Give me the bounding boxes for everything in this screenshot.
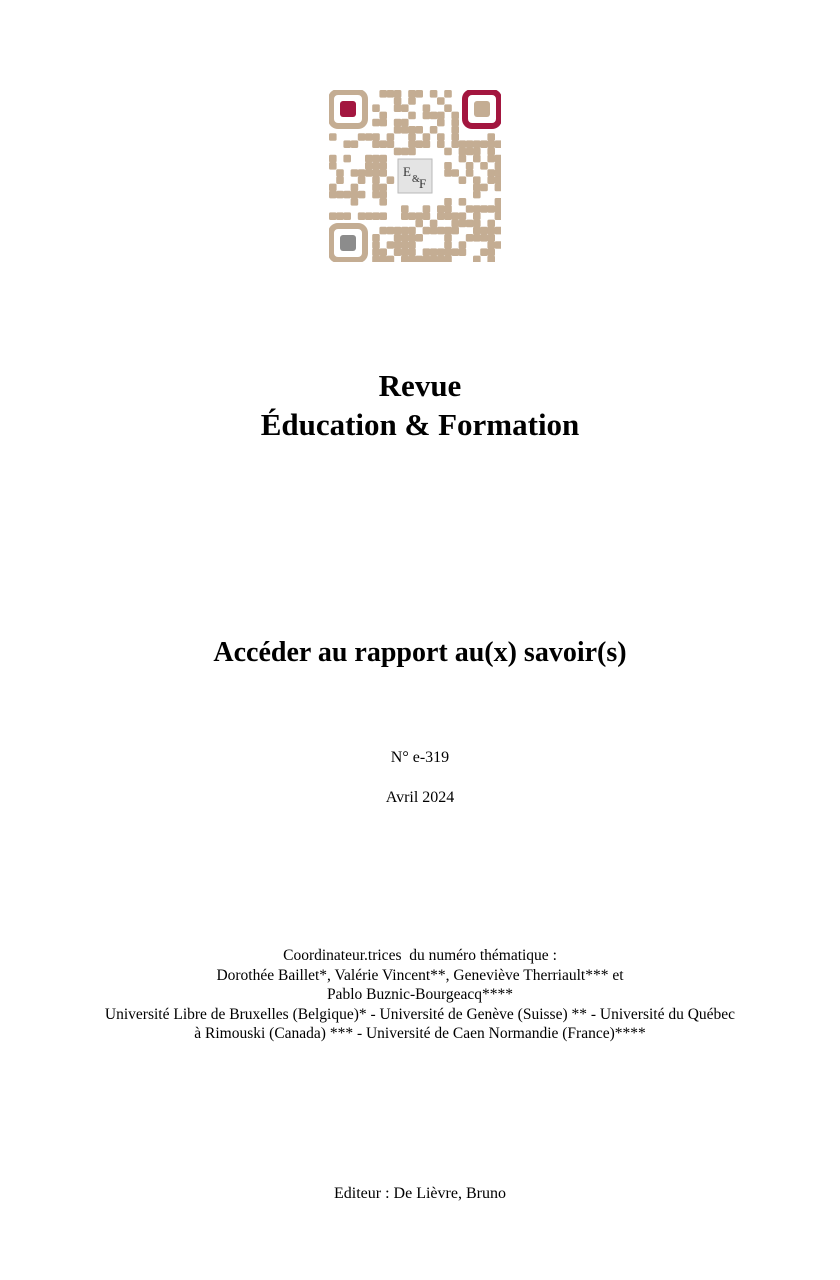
qr-module	[408, 97, 416, 105]
qr-module	[423, 227, 431, 235]
qr-module	[358, 212, 366, 220]
qr-module	[473, 191, 481, 199]
qr-module	[343, 212, 351, 220]
qr-module	[351, 169, 359, 177]
qr-module	[495, 155, 501, 163]
qr-module	[408, 133, 416, 141]
qr-module	[473, 148, 481, 156]
qr-module	[408, 241, 416, 249]
qr-module	[423, 205, 431, 213]
qr-module	[372, 256, 380, 262]
qr-module	[336, 191, 344, 199]
qr-module	[408, 212, 416, 220]
qr-module	[372, 241, 380, 249]
qr-module	[401, 256, 409, 262]
qr-module	[401, 205, 409, 213]
qr-module	[459, 148, 467, 156]
qr-module	[372, 234, 380, 242]
qr-module	[444, 248, 452, 256]
qr-module	[423, 212, 431, 220]
qr-module	[351, 184, 359, 192]
qr-module	[444, 169, 452, 177]
qr-module	[459, 212, 467, 220]
qr-module	[495, 241, 501, 249]
coordinators-block	[60, 946, 780, 1044]
qr-module	[487, 227, 495, 235]
qr-module	[379, 191, 387, 199]
qr-module	[415, 90, 423, 98]
qr-module	[437, 205, 445, 213]
qr-module	[430, 227, 438, 235]
qr-module	[408, 256, 416, 262]
qr-module	[430, 112, 438, 120]
qr-module	[437, 212, 445, 220]
qr-module	[459, 155, 467, 163]
qr-module	[336, 212, 344, 220]
qr-module	[466, 162, 474, 170]
qr-module	[401, 212, 409, 220]
monogram-ampersand: &	[412, 174, 420, 185]
qr-module	[466, 148, 474, 156]
qr-module	[473, 212, 481, 220]
qr-module	[444, 227, 452, 235]
qr-module	[495, 176, 501, 184]
qr-module	[379, 112, 387, 120]
qr-module	[473, 234, 481, 242]
qr-module	[495, 205, 501, 213]
qr-module	[351, 198, 359, 206]
qr-module	[329, 212, 337, 220]
qr-module	[394, 248, 402, 256]
qr-module	[423, 248, 431, 256]
qr-module	[473, 140, 481, 148]
qr-module	[372, 155, 380, 163]
issue-date: Avril 2024	[385, 789, 455, 806]
qr-module	[365, 155, 373, 163]
qr-module	[401, 148, 409, 156]
qr-module	[415, 212, 423, 220]
qr-module	[473, 220, 481, 228]
qr-module	[408, 227, 416, 235]
qr-module	[408, 126, 416, 134]
journal-title-line1: Revue	[378, 368, 462, 403]
qr-module	[408, 148, 416, 156]
qr-module	[451, 212, 459, 220]
qr-module	[358, 191, 366, 199]
qr-module	[336, 169, 344, 177]
qr-module	[379, 256, 387, 262]
qr-module	[444, 162, 452, 170]
qr-module	[444, 212, 452, 220]
qr-module	[444, 148, 452, 156]
qr-module	[379, 155, 387, 163]
qr-module	[459, 241, 467, 249]
qr-module	[343, 140, 351, 148]
qr-module	[430, 220, 438, 228]
qr-module	[437, 256, 445, 262]
qr-module	[480, 140, 488, 148]
qr-module	[451, 133, 459, 141]
qr-module	[495, 212, 501, 220]
qr-module	[401, 241, 409, 249]
qr-module	[444, 90, 452, 98]
qr-module	[329, 155, 337, 163]
issue-number: N° e-319	[390, 749, 450, 766]
qr-module	[329, 191, 337, 199]
qr-module	[394, 148, 402, 156]
qr-module	[423, 133, 431, 141]
qr-module	[487, 176, 495, 184]
qr-module	[466, 220, 474, 228]
qr-module	[466, 169, 474, 177]
qr-module	[415, 234, 423, 242]
qr-module	[329, 184, 337, 192]
journal-title-line2: Éducation & Formation	[260, 407, 580, 442]
qr-module	[372, 184, 380, 192]
qr-module	[401, 119, 409, 127]
qr-module	[387, 227, 395, 235]
qr-module	[365, 212, 373, 220]
qr-module	[401, 227, 409, 235]
qr-module	[387, 256, 395, 262]
qr-module	[473, 205, 481, 213]
qr-module	[372, 162, 380, 170]
qr-module	[430, 90, 438, 98]
coordinators-names-line1: Dorothée Baillet*, Valérie Vincent**, Geneviève Therriault*** et	[216, 966, 624, 984]
qr-module	[430, 248, 438, 256]
qr-module	[379, 227, 387, 235]
monogram-letter-f: F	[419, 176, 427, 191]
qr-module	[437, 227, 445, 235]
qr-module	[451, 112, 459, 120]
qr-module	[394, 227, 402, 235]
coordinators-affiliations-line2: à Rimouski (Canada) *** - Université de Caen Normandie (France)****	[194, 1025, 646, 1042]
qr-module	[401, 104, 409, 112]
qr-module	[444, 256, 452, 262]
qr-module	[444, 234, 452, 242]
qr-module	[459, 176, 467, 184]
qr-module	[379, 248, 387, 256]
qr-code-graphic	[329, 90, 501, 262]
qr-module	[372, 119, 380, 127]
qr-module	[451, 126, 459, 134]
qr-module	[444, 198, 452, 206]
qr-module	[358, 169, 366, 177]
qr-module	[459, 198, 467, 206]
qr-module	[387, 90, 395, 98]
qr-module	[487, 155, 495, 163]
qr-module	[473, 155, 481, 163]
qr-module	[408, 248, 416, 256]
qr-module	[480, 234, 488, 242]
qr-module	[451, 169, 459, 177]
qr-module	[394, 126, 402, 134]
qr-module	[379, 90, 387, 98]
qr-module	[329, 133, 337, 141]
qr-module	[372, 140, 380, 148]
qr-module	[394, 97, 402, 105]
qr-module	[451, 248, 459, 256]
qr-module	[437, 140, 445, 148]
editor-credit: Editeur : De Lièvre, Bruno	[334, 1185, 506, 1202]
qr-module	[487, 248, 495, 256]
coordinators-names-line2: Pablo Buznic-Bourgeacq****	[326, 986, 514, 1003]
qr-module	[423, 256, 431, 262]
qr-module	[466, 140, 474, 148]
qr-module	[480, 205, 488, 213]
qr-module	[487, 234, 495, 242]
qr-module	[430, 256, 438, 262]
qr-module	[437, 248, 445, 256]
coordinators-heading: Coordinateur.trices du numéro thématique :	[283, 947, 557, 964]
qr-module	[495, 162, 501, 170]
qr-module	[473, 184, 481, 192]
qr-module	[408, 140, 416, 148]
qr-finder-top-left	[331, 92, 365, 126]
qr-module	[459, 248, 467, 256]
qr-module	[408, 112, 416, 120]
qr-module	[358, 176, 366, 184]
qr-module	[329, 162, 337, 170]
qr-module	[437, 133, 445, 141]
qr-module	[379, 169, 387, 177]
qr-module	[408, 90, 416, 98]
qr-module	[372, 176, 380, 184]
monogram-letter-e: E	[403, 164, 411, 179]
qr-module	[372, 169, 380, 177]
qr-module	[451, 119, 459, 127]
qr-module	[379, 184, 387, 192]
qr-module	[365, 169, 373, 177]
qr-module	[401, 234, 409, 242]
qr-module	[343, 191, 351, 199]
qr-module	[487, 148, 495, 156]
qr-module	[495, 140, 501, 148]
qr-module	[358, 133, 366, 141]
qr-module	[379, 198, 387, 206]
qr-module	[473, 227, 481, 235]
qr-module	[423, 112, 431, 120]
qr-module	[473, 256, 481, 262]
qr-module	[451, 220, 459, 228]
qr-module	[394, 104, 402, 112]
qr-module	[451, 140, 459, 148]
qr-module	[487, 140, 495, 148]
qr-module	[394, 234, 402, 242]
qr-module	[487, 241, 495, 249]
qr-module	[487, 220, 495, 228]
qr-module	[466, 205, 474, 213]
qr-module	[387, 133, 395, 141]
qr-module	[415, 140, 423, 148]
qr-module	[415, 256, 423, 262]
qr-module	[336, 176, 344, 184]
monogram-badge	[395, 156, 435, 196]
qr-module	[480, 248, 488, 256]
qr-module	[487, 133, 495, 141]
coordinators-affiliations-line1: Université Libre de Bruxelles (Belgique)* - Université de Genève (Suisse) ** - Université du Québec	[104, 1005, 736, 1023]
qr-module	[487, 205, 495, 213]
qr-module	[372, 191, 380, 199]
qr-module	[495, 198, 501, 206]
qr-module	[387, 241, 395, 249]
qr-module	[415, 126, 423, 134]
issue-title: Accéder au rapport au(x) savoir(s)	[213, 637, 627, 668]
qr-finder-top-right	[465, 92, 499, 126]
qr-module	[387, 176, 395, 184]
qr-module	[437, 112, 445, 120]
qr-module	[430, 126, 438, 134]
qr-module	[372, 212, 380, 220]
qr-finder-bottom-left	[331, 226, 365, 260]
qr-module	[387, 140, 395, 148]
qr-module	[451, 227, 459, 235]
qr-module	[437, 97, 445, 105]
qr-module	[495, 227, 501, 235]
qr-module	[444, 205, 452, 213]
qr-module	[372, 133, 380, 141]
qr-module	[473, 176, 481, 184]
qr-module	[466, 234, 474, 242]
qr-module	[351, 140, 359, 148]
qr-module	[343, 155, 351, 163]
qr-module	[351, 191, 359, 199]
qr-module	[495, 169, 501, 177]
qr-module	[372, 104, 380, 112]
qr-module	[444, 241, 452, 249]
qr-module	[394, 90, 402, 98]
qr-module	[459, 140, 467, 148]
qr-module	[379, 119, 387, 127]
qr-module	[423, 104, 431, 112]
journal-qr-logo	[329, 90, 501, 262]
qr-module	[415, 220, 423, 228]
qr-module	[459, 220, 467, 228]
qr-module	[379, 140, 387, 148]
qr-module	[495, 184, 501, 192]
qr-module	[408, 234, 416, 242]
qr-module	[487, 169, 495, 177]
qr-module	[444, 104, 452, 112]
qr-module	[401, 248, 409, 256]
qr-module	[480, 162, 488, 170]
qr-module	[379, 162, 387, 170]
journal-title	[0, 366, 840, 444]
qr-module	[480, 227, 488, 235]
qr-module	[365, 133, 373, 141]
qr-module	[437, 119, 445, 127]
qr-module	[401, 126, 409, 134]
qr-module	[480, 184, 488, 192]
qr-module	[394, 119, 402, 127]
qr-module	[379, 212, 387, 220]
qr-module	[487, 256, 495, 262]
qr-module	[365, 162, 373, 170]
qr-module	[372, 248, 380, 256]
qr-module	[394, 241, 402, 249]
qr-module	[423, 140, 431, 148]
